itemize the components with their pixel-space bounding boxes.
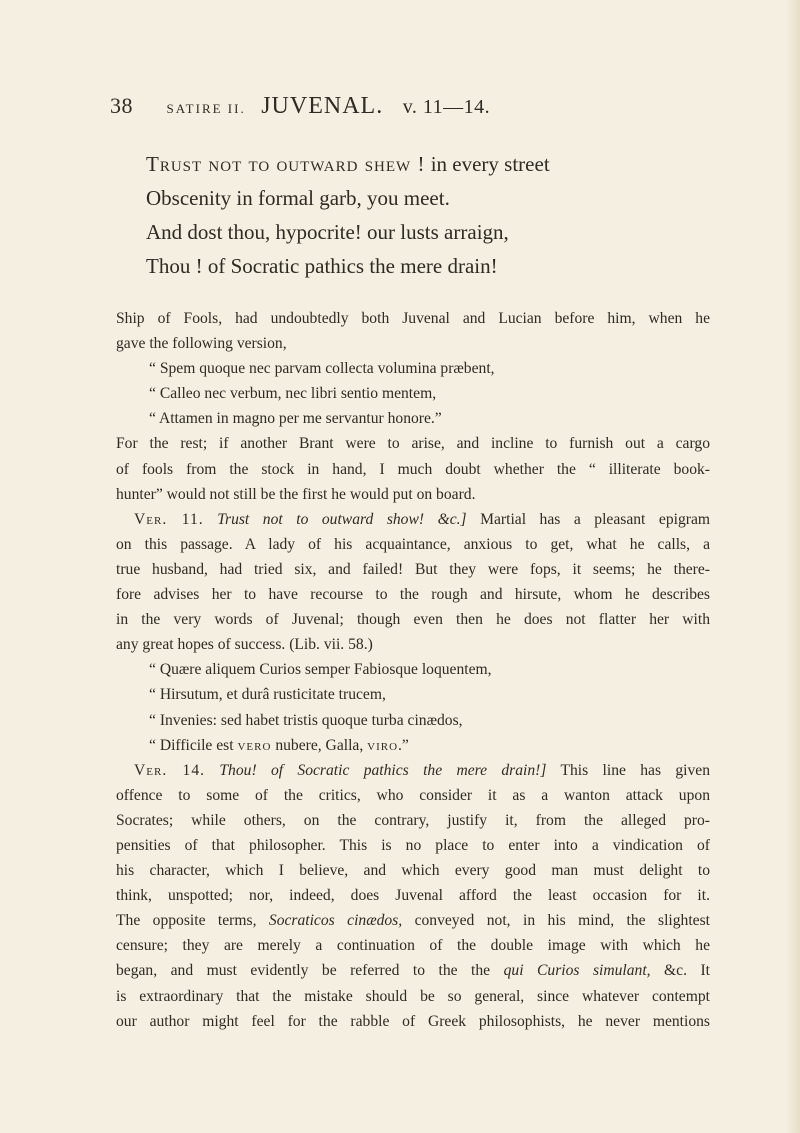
note-line: Socrates; while others, on the contrary, justify it, from the alleged pro- <box>116 811 710 829</box>
author-title: JUVENAL. <box>261 93 384 119</box>
verse-ref: Ver. 14. <box>134 761 206 779</box>
note-line: began, and must evidently be referred to the the qui Curios simulant, &c. It <box>116 962 710 980</box>
quote-line: “ Spem quoque nec parvam collecta volumina præbent, <box>149 360 495 378</box>
page-number: 38 <box>110 93 133 118</box>
note-line: think, unspotted; nor, indeed, does Juvenal afford the least occasion for it. <box>116 887 710 905</box>
satire-label: SATIRE II. <box>166 101 246 116</box>
note-line: The opposite terms, Socraticos cinædos, conveyed not, in his mind, the slightest <box>116 912 710 930</box>
verse-line: Obscenity in formal garb, you meet. <box>146 186 450 210</box>
verse-line: Trust not to outward shew ! in every street <box>146 152 550 176</box>
note-line: gave the following version, <box>116 335 287 353</box>
note-line: Ver. 11. Trust not to outward show! &c.] Martial has a pleasant epigram <box>134 510 711 528</box>
note-line: Ver. 14. Thou! of Socratic pathics the mere drain!] This line has given <box>134 761 711 779</box>
commentary-notes <box>116 306 710 1034</box>
note-line: true husband, had tried six, and failed! But they were fops, it seems; he there- <box>116 560 710 578</box>
quote-line: “ Hirsutum, et durâ rusticitate trucem, <box>149 686 386 704</box>
note-line: fore advises her to have recourse to the rough and hirsute, whom he describes <box>116 586 710 604</box>
quote-line: “ Quære aliquem Curios semper Fabiosque loquentem, <box>149 661 492 679</box>
note-line: in the very words of Juvenal; though even then he does not flatter her with <box>116 611 710 629</box>
note-line: Ship of Fools, had undoubtedly both Juvenal and Lucian before him, when he <box>116 310 710 327</box>
verse-line: And dost thou, hypocrite! our lusts arraign, <box>146 220 509 244</box>
running-header <box>110 93 710 120</box>
note-line: For the rest; if another Brant were to arise, and incline to furnish out a cargo <box>116 435 710 453</box>
translated-verse <box>146 147 706 283</box>
quote-line: “ Invenies: sed habet tristis quoque turba cinædos, <box>149 711 463 729</box>
quote-line: “ Difficile est vero nubere, Galla, viro.” <box>149 736 409 754</box>
lemma: Trust not to outward show! &c.] <box>217 510 467 528</box>
note-line: pensities of that philosopher. This is no place to enter into a vindication of <box>116 836 710 854</box>
verse-ref: Ver. 11. <box>134 510 204 528</box>
note-line: our author might feel for the rabble of Greek philosophists, he never mentions <box>116 1012 710 1030</box>
verse-range: v. 11—14. <box>402 96 491 118</box>
quote-line: “ Attamen in magno per me servantur honore.” <box>149 410 442 428</box>
note-line: his character, which I believe, and which every good man must delight to <box>116 862 710 880</box>
note-line: any great hopes of success. (Lib. vii. 58.) <box>116 636 373 654</box>
note-line: offence to some of the critics, who consider it as a wanton attack upon <box>116 786 710 804</box>
note-line: censure; they are merely a continuation of the double image with which he <box>116 937 710 955</box>
page-edge-shadow <box>786 0 800 1133</box>
note-line: of fools from the stock in hand, I much doubt whether the “ illiterate book- <box>116 460 710 478</box>
lemma: Thou! of Socratic pathics the mere drain!] <box>219 761 547 779</box>
quote-line: “ Calleo nec verbum, nec libri sentio mentem, <box>149 385 437 403</box>
note-line: is extraordinary that the mistake should be so general, since whatever contempt <box>116 987 710 1005</box>
note-line: on this passage. A lady of his acquaintance, anxious to get, what he calls, a <box>116 535 710 553</box>
verse-line: Thou ! of Socratic pathics the mere drain! <box>146 254 498 278</box>
note-line: hunter” would not still be the first he would put on board. <box>116 485 476 503</box>
